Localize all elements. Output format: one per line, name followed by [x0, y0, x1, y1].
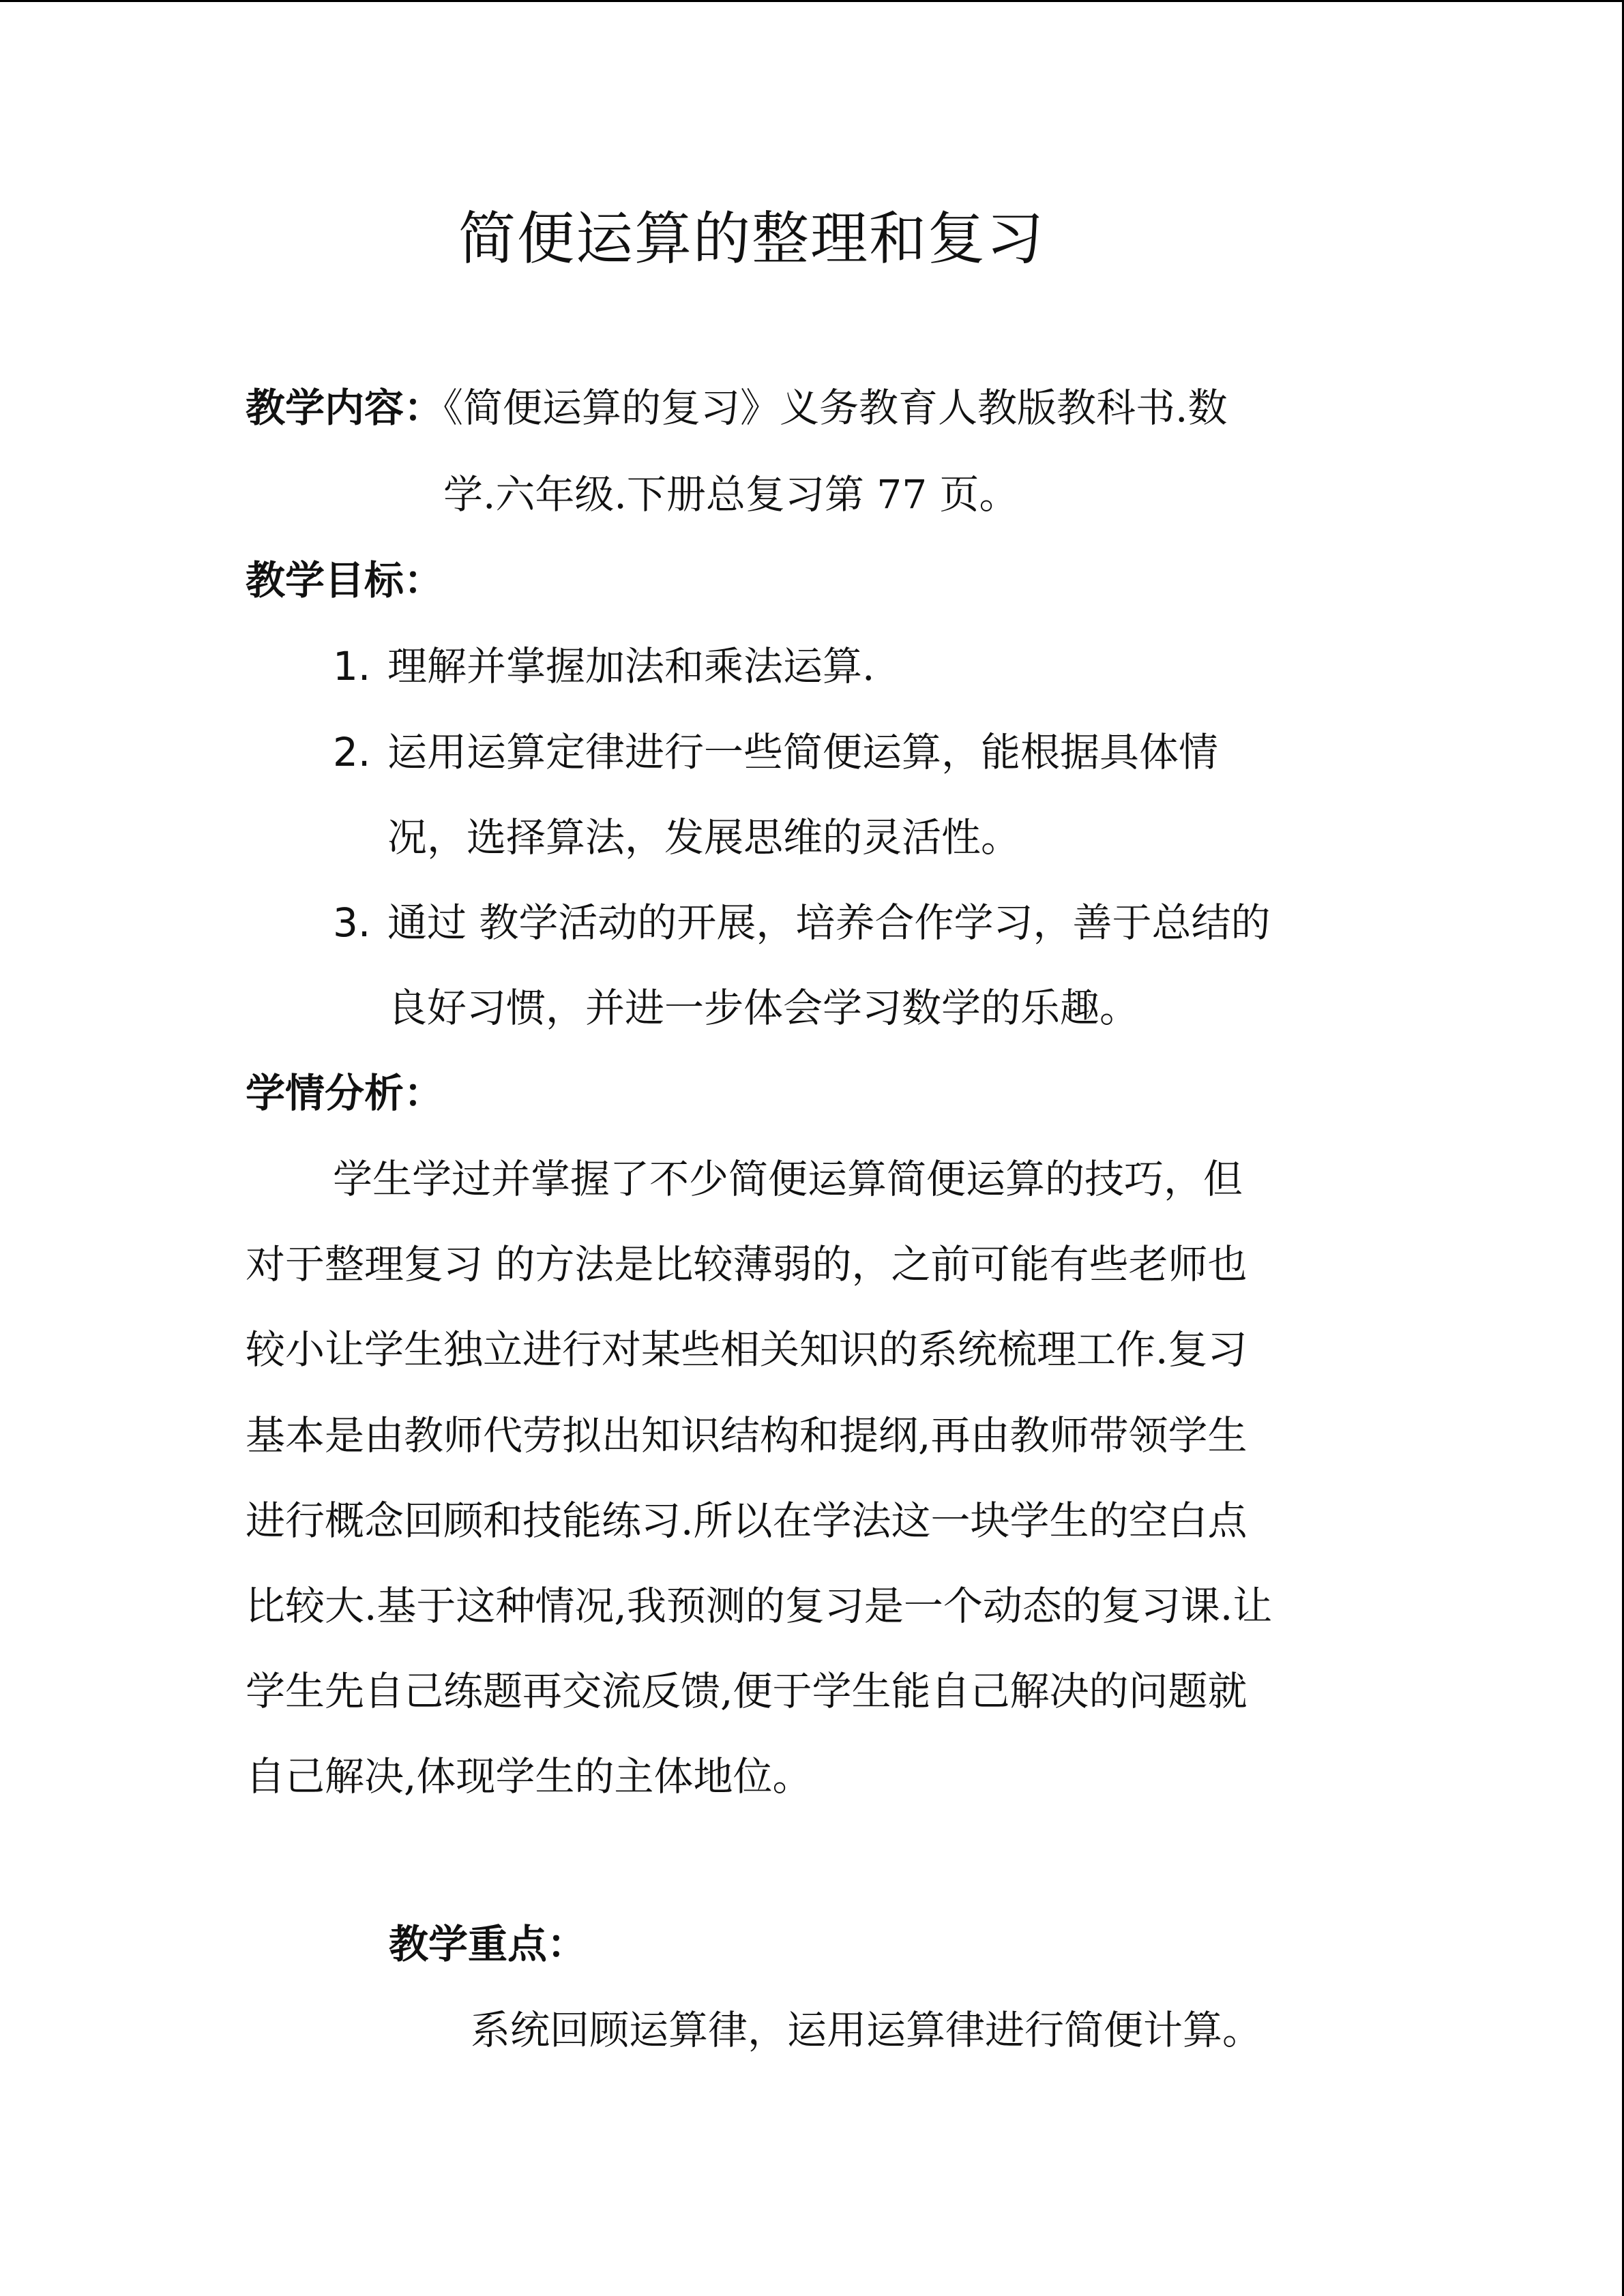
- objective-2-line-2: 况，选择算法，发展思维的灵活性。: [387, 814, 1021, 861]
- content-line-1: [246, 384, 1227, 432]
- objectives-label: 教学目标：: [246, 557, 444, 603]
- content-line-2: 学.六年级.下册总复习第 77 页。: [443, 471, 1019, 518]
- analysis-line-3: 较小让学生独立进行对某些相关知识的系统梳理工作.复习: [246, 1326, 1247, 1373]
- objective-1-number: 1.: [333, 643, 371, 689]
- content-text-1: 《简便运算的复习》义务教育人教版教科书.数: [443, 385, 1228, 431]
- objective-2-line-1: 运用运算定律进行一些简便运算，能根据具体情: [387, 729, 1219, 775]
- analysis-line-7: 学生先自己练题再交流反馈,便于学生能自己解决的问题就: [246, 1668, 1247, 1714]
- analysis-line-2: 对于整理复习 的方法是比较薄弱的，之前可能有些老师也: [246, 1241, 1247, 1287]
- analysis-line-1: 学生学过并掌握了不少简便运算简便运算的技巧，但: [333, 1156, 1243, 1202]
- objective-3-line-2: 良好习惯，并进一步体会学习数学的乐趣。: [387, 985, 1140, 1031]
- objective-1-line-1: 理解并掌握加法和乘法运算.: [387, 643, 875, 689]
- analysis-label: 学情分析：: [246, 1070, 444, 1116]
- analysis-line-5: 进行概念回顾和技能练习.所以在学法这一块学生的空白点: [246, 1497, 1247, 1544]
- objective-3-line-1: 通过 教学活动的开展，培养合作学习，善于总结的: [387, 899, 1271, 946]
- objective-2-number: 2.: [333, 729, 371, 775]
- analysis-line-8: 自己解决,体现学生的主体地位。: [246, 1753, 812, 1800]
- document-title: 简便运算的整理和复习: [458, 205, 1046, 272]
- key-points-label: 教学重点：: [389, 1921, 587, 1967]
- objective-3-number: 3.: [333, 899, 371, 946]
- content-label: 教学内容：: [246, 385, 444, 431]
- analysis-line-4: 基本是由教师代劳拟出知识结构和提纲,再由教师带领学生: [246, 1412, 1247, 1459]
- key-points-text: 系统回顾运算律，运用运算律进行简便计算。: [471, 2007, 1263, 2053]
- analysis-line-6: 比较大.基于这种情况,我预测的复习是一个动态的复习课.让: [246, 1583, 1273, 1629]
